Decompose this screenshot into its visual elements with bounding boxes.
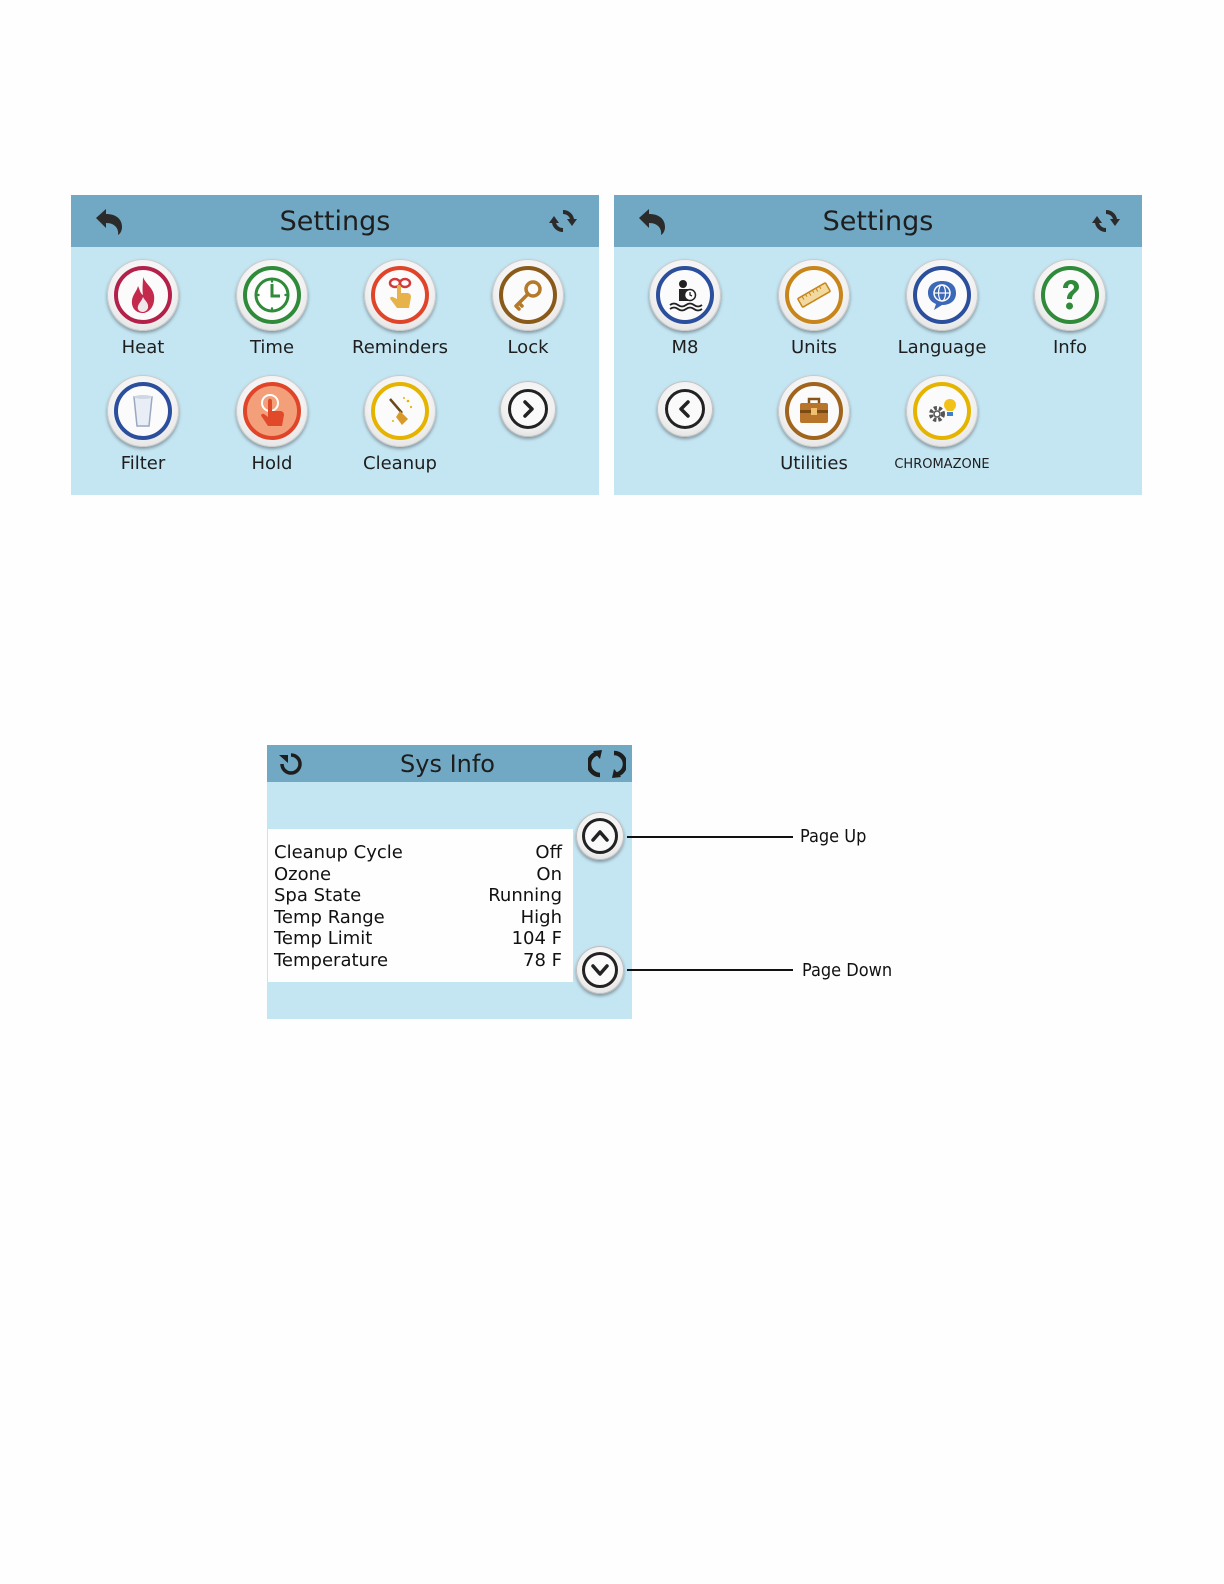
list-item <box>274 907 562 929</box>
reminder-finger-icon <box>380 275 420 315</box>
globe-speech-icon <box>922 275 962 315</box>
filter-tile[interactable] <box>87 375 199 474</box>
chevron-left-icon <box>674 398 696 420</box>
ruler-icon <box>794 275 834 315</box>
info-label: Info <box>1052 337 1088 358</box>
heat-label: Heat <box>121 337 165 358</box>
cleanup-label: Cleanup <box>363 453 437 474</box>
units-tile[interactable] <box>758 259 870 358</box>
row-value: 104 F <box>511 928 562 949</box>
settings-titlebar <box>71 195 599 247</box>
reminders-tile[interactable] <box>344 259 456 358</box>
row-name: Temperature <box>274 949 389 971</box>
chevron-down-icon <box>590 960 610 980</box>
sys-info-screen <box>267 745 632 1019</box>
key-icon <box>508 275 548 315</box>
lock-label: Lock <box>507 337 549 358</box>
lock-tile[interactable] <box>472 259 584 358</box>
previous-page-button[interactable] <box>629 375 741 437</box>
list-item <box>274 864 562 886</box>
toolbox-icon <box>794 391 834 431</box>
row-name: Spa State <box>274 885 362 906</box>
utilities-tile[interactable] <box>758 375 870 474</box>
reminders-label: Reminders <box>352 337 448 358</box>
filter-cup-icon <box>123 391 163 431</box>
chromazone-label: CHROMAZONE <box>894 457 990 472</box>
m8-swimmer-icon <box>665 275 705 315</box>
gear-bulb-icon <box>922 391 962 431</box>
row-value: On <box>536 863 562 885</box>
hold-label: Hold <box>251 453 293 474</box>
m8-tile[interactable] <box>629 259 741 358</box>
list-item <box>274 842 562 864</box>
page-down-button[interactable] <box>576 946 624 994</box>
next-page-button[interactable] <box>472 375 584 437</box>
refresh-icon[interactable] <box>1086 195 1126 247</box>
list-item <box>274 885 562 907</box>
language-tile[interactable] <box>886 259 998 358</box>
sys-info-titlebar <box>267 745 632 782</box>
sys-info-list <box>268 829 573 982</box>
page-up-callout-line <box>627 836 793 838</box>
hold-tile[interactable] <box>216 375 328 474</box>
page-down-callout: Page Down <box>802 960 893 981</box>
chevron-up-icon <box>590 826 610 846</box>
flame-icon <box>126 275 160 315</box>
refresh-icon[interactable] <box>587 745 627 782</box>
refresh-icon[interactable] <box>543 195 583 247</box>
filter-label: Filter <box>120 453 166 474</box>
page-title: Sys Info <box>400 749 495 778</box>
list-item <box>274 928 562 950</box>
chromazone-tile[interactable] <box>886 375 998 472</box>
cleanup-tile[interactable] <box>344 375 456 474</box>
row-value: Running <box>488 885 562 906</box>
back-arrow-icon[interactable] <box>275 745 307 782</box>
hand-touch-icon <box>252 391 292 431</box>
time-tile[interactable] <box>216 259 328 358</box>
clock-icon <box>252 275 292 315</box>
page-title: Settings <box>822 205 934 237</box>
question-icon <box>1050 275 1090 315</box>
row-name: Ozone <box>274 863 332 885</box>
settings-screen-1 <box>71 195 599 495</box>
info-tile[interactable] <box>1014 259 1126 358</box>
utilities-label: Utilities <box>780 453 848 474</box>
units-label: Units <box>790 337 838 358</box>
row-value: 78 F <box>523 949 562 971</box>
heat-tile[interactable] <box>87 259 199 358</box>
page-down-callout-line <box>627 969 793 971</box>
row-name: Temp Range <box>274 906 385 928</box>
back-arrow-icon[interactable] <box>632 195 672 247</box>
time-label: Time <box>249 337 295 358</box>
row-name: Temp Limit <box>274 928 373 949</box>
settings-screen-2 <box>614 195 1142 495</box>
language-label: Language <box>897 337 987 358</box>
broom-icon <box>380 391 420 431</box>
row-value: Off <box>535 842 562 863</box>
back-arrow-icon[interactable] <box>89 195 129 247</box>
settings-titlebar <box>614 195 1142 247</box>
chevron-right-icon <box>517 398 539 420</box>
page-up-callout: Page Up <box>800 826 867 847</box>
page-up-button[interactable] <box>576 812 624 860</box>
list-item <box>274 950 562 972</box>
row-name: Cleanup Cycle <box>274 842 403 863</box>
m8-label: M8 <box>671 337 699 358</box>
page-title: Settings <box>279 205 391 237</box>
row-value: High <box>520 906 562 928</box>
